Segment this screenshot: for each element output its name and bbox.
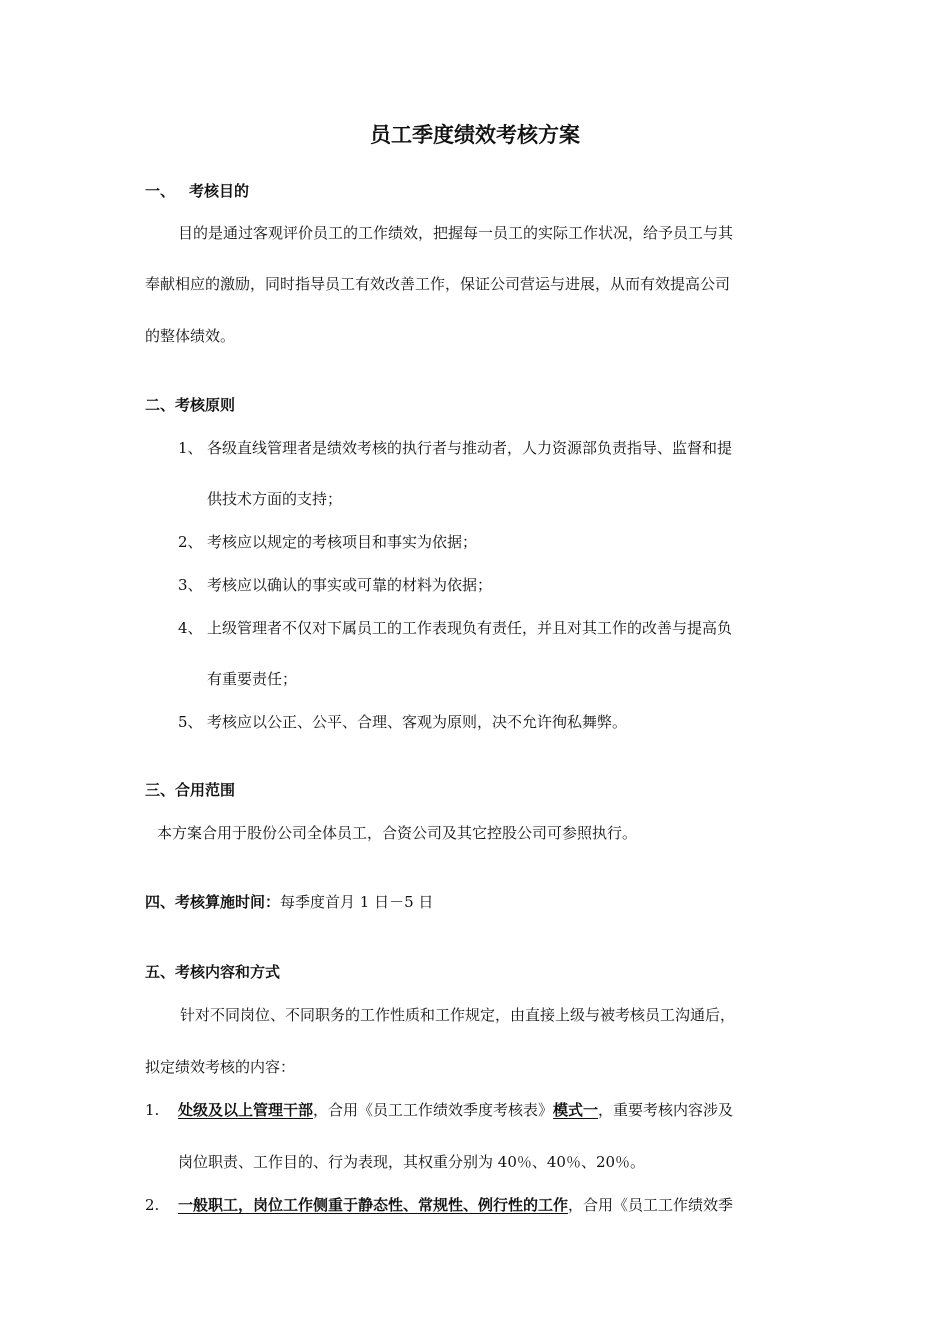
document-title: 员工季度绩效考核方案 (370, 123, 580, 147)
section-heading-principles: 二、考核原则 (145, 396, 236, 414)
section-heading-text: 考核目的 (189, 182, 250, 200)
list-item-line: 考核应以规定的考核项目和事实为依据； (207, 533, 478, 551)
list-number: 3、 (178, 576, 203, 594)
list-item-line: 各级直线管理者是绩效考核的执行者与推动者，人力资源部负责指导、监督和提 (207, 439, 733, 457)
list-item-line: 考核应以公正、公平、合理、客观为原则，决不允许徇私舞弊。 (207, 713, 628, 731)
emphasis-text: 处级及以上管理干部 (178, 1101, 314, 1119)
paragraph-line: 奉献相应的激励，同时指导员工有效改善工作，保证公司营运与进展，从而有效提高公司 (145, 275, 731, 293)
list-number: 5、 (178, 713, 203, 731)
list-item-line (178, 1099, 733, 1121)
list-item-line (178, 1194, 733, 1216)
section-heading-scope: 三、合用范围 (145, 781, 236, 799)
list-item-line: 岗位职责、工作目的、行为表现，其权重分别为 40％、40％、20％。 (178, 1153, 646, 1171)
paragraph-line: 拟定绩效考核的内容： (145, 1058, 296, 1076)
section-number: 一、 (145, 182, 176, 200)
list-item-line: 考核应以确认的事实或可靠的材料为依据； (207, 576, 493, 594)
list-number: 1、 (178, 439, 203, 457)
section-heading-schedule (145, 891, 433, 913)
plain-text: ，合用《员工工作绩效季 (568, 1196, 734, 1214)
list-item-line: 有重要责任； (207, 670, 298, 688)
list-item-line: 上级管理者不仅对下属员工的工作表现负有责任，并且对其工作的改善与提高负 (207, 619, 733, 637)
paragraph-line: 本方案合用于股份公司全体员工，合资公司及其它控股公司可参照执行。 (157, 824, 638, 842)
plain-text: ，合用《员工工作绩效季度考核表》 (313, 1101, 554, 1119)
emphasis-text: 模式一 (553, 1101, 599, 1119)
list-number: 2、 (178, 533, 203, 551)
section-heading-purpose (145, 180, 249, 202)
paragraph-line: 针对不同岗位、不同职务的工作性质和工作规定，由直接上级与被考核员工沟通后， (180, 1006, 736, 1024)
schedule-value: 每季度首月 1 日－5 日 (280, 893, 434, 911)
list-item-line: 供技术方面的支持； (207, 490, 343, 508)
list-number: 1. (145, 1101, 160, 1119)
section-heading-text: 四、考核算施时间： (145, 893, 281, 911)
list-number: 2. (145, 1196, 160, 1214)
section-heading-content: 五、考核内容和方式 (145, 963, 281, 981)
emphasis-text: 一般职工，岗位工作侧重于静态性、常规性、例行性的工作 (178, 1196, 569, 1214)
paragraph-line: 的整体绩效。 (145, 327, 236, 345)
plain-text: ，重要考核内容涉及 (598, 1101, 734, 1119)
list-number: 4、 (178, 619, 203, 637)
paragraph-line: 目的是通过客观评价员工的工作绩效，把握每一员工的实际工作状况，给予员工与其 (178, 224, 734, 242)
